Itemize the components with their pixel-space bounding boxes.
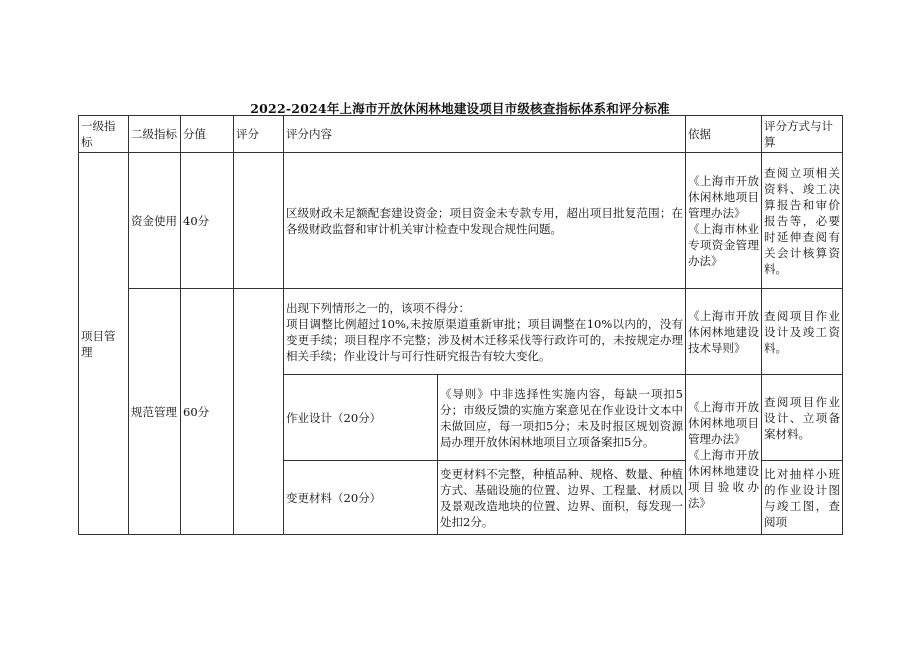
- design-method: 查阅项目作业设计、立项备案材料。: [762, 375, 843, 461]
- fund-row: [79, 153, 843, 289]
- change-content: 变更材料不完整，种植品种、规格、数量、种植方式、基础设施的位置、边界、工程量、材质以及景观改造地块的位置、边界、面积，每发现一处扣2分。: [438, 461, 686, 535]
- standard-content-intro: 出现下列情形之一的，该项不得分：: [286, 300, 470, 315]
- standard-rating: [234, 289, 284, 535]
- header-method: 评分方式与计算: [762, 116, 843, 153]
- fund-rating: [234, 153, 284, 289]
- fund-basis-1: 《上海市开放休闲林地项目管理办法》: [688, 173, 759, 220]
- evaluation-table: [78, 115, 843, 535]
- standard-method: 查阅项目作业设计及竣工资料。: [762, 289, 843, 375]
- fund-method: 查阅立项相关资料、竣工决算报告和审价报告等，必要时延伸查阅有关会计核算资料。: [762, 153, 843, 289]
- standard-basis: 《上海市开放休闲林地建设技术导则》: [686, 289, 762, 375]
- fund-score: 40分: [181, 153, 234, 289]
- header-basis: 依据: [686, 116, 762, 153]
- design-basis-1: 《上海市开放休闲林地项目管理办法》: [688, 399, 759, 446]
- standard-content: [284, 289, 686, 375]
- fund-name: 资金使用: [129, 153, 181, 289]
- standard-name: 规范管理: [129, 289, 181, 535]
- fund-basis-2: 《上海市林业专项资金管理办法》: [688, 221, 759, 268]
- fund-content: 区级财政未足额配套建设资金；项目资金未专款专用，超出项目批复范围；在各级财政监督和审计机关审计检查中发现合规性问题。: [284, 153, 686, 289]
- level1-cell: 项目管理: [79, 153, 129, 535]
- header-score: 分值: [181, 116, 234, 153]
- design-basis: [686, 375, 762, 535]
- fund-basis: [686, 153, 762, 289]
- change-method: 比对抽样小班的作业设计图与竣工图，查阅项: [762, 461, 843, 535]
- header-level2: 二级指标: [129, 116, 181, 153]
- header-content: 评分内容: [284, 116, 686, 153]
- design-content: 《导则》中非选择性实施内容，每缺一项扣5分；市级反馈的实施方案意见在作业设计文本中未做回应，每一项扣5分；未及时报区规划资源局办理开放休闲林地项目立项备案扣5分。: [438, 375, 686, 461]
- design-basis-2: 《上海市开放休闲林地建设项目验收办法》: [688, 447, 759, 510]
- standard-score: 60分: [181, 289, 234, 535]
- header-rating: 评分: [234, 116, 284, 153]
- design-name: 作业设计（20分）: [284, 375, 438, 461]
- document-title: 2022-2024年上海市开放休闲林地建设项目市级核查指标体系和评分标准: [250, 101, 670, 116]
- header-level1: 一级指标: [79, 116, 129, 153]
- header-row: [79, 116, 843, 153]
- change-name: 变更材料（20分）: [284, 461, 438, 535]
- standard-content-body: 项目调整比例超过10%,未按原渠道重新审批；项目调整在10%以内的，没有变更手续；项目程序不完整；涉及树木迁移采伐等行政许可的，未按规定办理相关手续；作业设计与可行性研究报告有较大变化。: [286, 316, 683, 363]
- standard-row: [79, 289, 843, 375]
